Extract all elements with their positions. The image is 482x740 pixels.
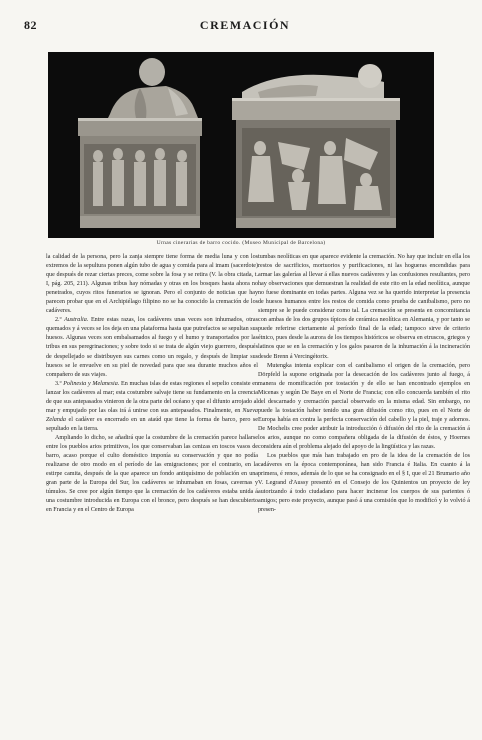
section-title: Australia.	[64, 317, 89, 324]
page-number: 82	[24, 18, 37, 32]
figure-caption: Urnas cinerarias de barro cocido. (Museo Municipal de Barcelona)	[156, 240, 326, 246]
section-title: Polinesia y Melanesia.	[63, 380, 120, 387]
paragraph-text: Entre estas razas, los cadáveres unas veces son inhumados, otras quemados y á veces se los deja en una plataforma hasta que putrefactos se sepultan sus huesos. Algunas veces son embalsamados al fuego y el humo y transportados por las tribus en sus peregrinaciones; y sobre todo si se trata de algún viejo guerrero, después de despellejado se distribuyen sus carnes como un regalo, y después de limpiar sus huesos se le envuelve en su piel de novedad para que sea durante muchos años el compañero de sus viajes.	[46, 317, 258, 378]
paragraph-polinesia	[46, 380, 258, 434]
paragraph: Mutengka intenta explicar con el canibalismo el origen de la cremación, pero Dörpfeld la supone originada por la desecación de los cadáveres junto al fuego, á manera de momificación por tostación y de ello se han encontrado ejemplos en Micenas y según De Baye en el Norte de Francia; con ello concuerda también el rito del descarnado y cremación parcial observado en la misma edad. Sin embargo, no puede la tostación haber tenido una gran difusión como rito, pues en el Norte de Europa había en contra la perfecta conservación del cabello y la piel, traje y adornos. De Mochelis cree poder atribuir la introducción ó difusión del rito de la cremación á los arios, aunque no como compañera obligada de la difusión de éstos, y Hoernes considera aún el problema alejado del apoyo de la lingüística y las razas.	[258, 362, 470, 450]
running-title: CREMACIÓN	[199, 18, 291, 32]
photograph-cinerary-urns	[48, 52, 434, 238]
section-number: 3.º	[55, 380, 62, 387]
section-number: 2.º	[55, 317, 62, 324]
paragraph: Los pueblos que más han trabajado en pro de la idea de la cremación de los cadáveres en la época contemporánea, han sido Francia é Italia. En cuanto á la primera, é renos, además de lo que se ha consignado en el § I, que el 21 Brumario año V. Legrand d'Aussy presentó en el Consejo de los Quinientos un proyecto de ley autorizando á todo ciudadano para hacer incinerar los cuerpos de sus parientes ó amigos; pero este proyecto, aunque pasó á una comisión que lo modificó y lo volvió á presen-	[258, 453, 470, 514]
right-urn	[232, 64, 400, 228]
page-header	[24, 18, 466, 34]
paragraph: Ampliando lo dicho, se añadirá que la costumbre de la cremación parece hallarse entre los pueblos arios primitivos, los que conservaban las cenizas en toscos vasos de barro, acaso porque el culto doméstico imponía su conservación y que no podía realizarse de otro modo en el período de las emigraciones; por el contrario, en la estirpe camita, después de la que aparece un fondo antiquísimo de población en una gran parte de la Europa del Sur, los cadáveres se inhumaban en fosas, cavernas y túmulos. Se cree por algún tiempo que la cremación de los cadáveres estaba unida á una costumbre introducida en Europa con el bronce, pero después se han descubierto en Francia y en el Centro de Europa	[46, 434, 258, 514]
urns-photo-illustration	[48, 52, 434, 238]
paragraph-text: En muchas islas de estas regiones el sepelio consiste en lanzar los cadáveres al mar; esta costumbre salvaje tiene su fundamento en la creencia de que sus antepasados vinieron de la otra parte del océano y que el difunto arrojado al mar y empujado por las olas irá á unirse con sus antepasados. Finalmente, en	[46, 380, 259, 414]
paragraph: la calidad de la persona, pero la zanja siempre tiene forma de media luna y con los extremos de la sepultura ponen algún tubo de agua y comida para al imam (sacerdote) que después de rezar ciertas preces, come sobre la fosa y se retira (V. la obra citada, t. I, pág. 205, 211). Algunas tribus hay nómadas y otras en los bosques hasta ahora no penetrados, cuyos ritos funerarios se ignoran. Pero el conjunto de noticias que hay parecen probar que en el Archipiélago filipino no se ha conocido la cremación de los cadáveres.	[46, 254, 258, 315]
text-column-right	[258, 253, 470, 515]
paragraph-australia	[46, 316, 258, 379]
text-column-left	[46, 253, 258, 515]
paragraph-text: el cadáver es encerrado en un ataúd que tiene la forma de barco, pero se sepultado en la tierra.	[46, 416, 258, 432]
place-name: Nueva Zelanda	[46, 407, 258, 423]
paragraph: tumbas neolíticas en que aparece evidente la cremación. No hay que incluir en ella los restos de sacrificios, mortuorios y purificaciones, ni las hogueras encendidas para armar las galerías al llevar á ellas nuevos cadáveres y las confusiones resultantes, pero hay observaciones que demuestran la realidad de este rito en la edad neolítica, aunque no fuese dominante en todas partes. Alguna vez se ha querido interpretar la presencia de huesos humanos entre los restos de comida como prueba de canibalismo, pero no siempre se le puede considerar como tal. La cremación se presenta en concomitancia con ambas de los dos grupos típicos de cerámica neolítica en Alemania, y por tanto se puede referirse ciertamente al período final de la edad; tampoco sirve de criterio étnico, pues desde la aurora de los tiempos históricos se observa en etruscos, griegos y latinos que se en la cremación y los galos pasaron de la inhumación á la incineración desde Brenn á Vercingétorix.	[258, 254, 470, 360]
